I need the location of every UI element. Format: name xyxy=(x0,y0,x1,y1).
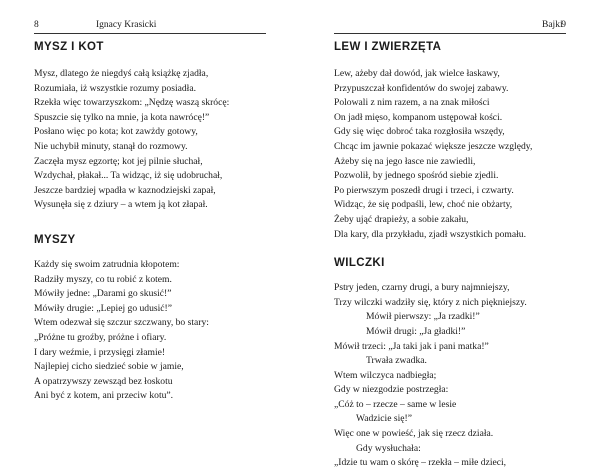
poem-line: Gdy wysłuchała: xyxy=(356,442,421,454)
poem-line: „Idzie tu wam o skórę – rzekła – miłe dzieci, xyxy=(334,457,507,469)
poem-line: Nie uchybił minuty, stanął do rozmowy. xyxy=(34,140,188,152)
poem-line: Posłano więc po kota; kot zawżdy gotowy, xyxy=(34,126,198,138)
poem-line: „Próżne tu groźby, próżne i ofiary. xyxy=(34,331,167,343)
poem-lew-i-zwierzeta xyxy=(334,40,580,242)
poem-line: Wadzicie się!” xyxy=(356,413,412,425)
poem-line: On jadł mięso, kompanom ustępował kości. xyxy=(334,111,503,123)
poem-lines xyxy=(334,67,580,242)
poem-line: Mówił drugi: „Ja gładki!” xyxy=(366,325,466,337)
poem-line: Trwała zwadka. xyxy=(366,355,427,367)
poem-line: Chcąc im jawnie pokazać większe jeszcze względy, xyxy=(334,140,533,152)
poem-line: Więc one w powieść, jak się rzecz działa. xyxy=(334,428,494,440)
poem-line: Wzdychał, płakał... Ta widząc, iż się udobruchał, xyxy=(34,170,223,182)
poem-lines xyxy=(34,67,280,213)
running-head-author: Ignacy Krasicki xyxy=(96,20,157,30)
poem-mysz-i-kot xyxy=(34,40,280,213)
poem-line: Po pierwszym poszedł drugi i trzeci, i czwarty. xyxy=(334,184,514,196)
right-page-header xyxy=(334,19,566,31)
header-rule xyxy=(34,33,266,34)
poem-line: Wtem odezwał się szczur szczwany, bo stary: xyxy=(34,317,209,329)
poem-line: I dary weźmie, i przysięgi złamie! xyxy=(34,346,166,358)
poem-line: Lew, ażeby dał dowód, jak wielce łaskawy, xyxy=(334,68,500,79)
poem-line: Ani być z kotem, ani przeciw kotu”. xyxy=(34,390,174,402)
poem-title: MYSZY xyxy=(34,233,76,246)
poem-line: Gdy w niezgodzie postrzegła: xyxy=(334,384,449,396)
poem-line: Żeby ująć drapieży, a sobie zakału, xyxy=(334,213,469,225)
poem-line: Ażeby się na jego łasce nie zawiedli, xyxy=(334,155,476,167)
poem-line: Dla kary, dla przykładu, zjadł wszystkich pomału. xyxy=(334,228,526,240)
poem-line: Rzekła więc towarzyszkom: „Nędzę waszą skrócę: xyxy=(34,97,230,109)
poem-line: Rozumiała, iż wszystkie rozumy posiadła. xyxy=(34,82,196,94)
poem-line: Mówiły drugie: „Lepiej go udusić!” xyxy=(34,302,173,314)
poem-line: Mysz, dlatego że niegdyś całą książkę zjadła, xyxy=(34,68,209,79)
poem-line: Trzy wilczki wadziły się, który z nich piękniejszy. xyxy=(334,296,527,308)
left-page-body xyxy=(34,40,280,404)
page-number: 8 xyxy=(34,20,39,30)
poem-line: Polowali z nim razem, a na znak miłości xyxy=(334,97,490,109)
poem-lines xyxy=(334,281,580,471)
poem-line: Zaczęła mysz egzortę; kot jej pilnie słuchał, xyxy=(34,155,203,167)
left-page xyxy=(0,0,300,426)
poem-lines xyxy=(34,258,280,404)
poem-line: Mówił trzeci: „Ja taki jak i pani matka!” xyxy=(334,340,489,352)
header-rule xyxy=(334,33,566,34)
poem-line: Mówiły jedne: „Darami go skusić!” xyxy=(34,288,172,300)
running-head-title: Bajki xyxy=(542,20,563,30)
poem-line: „Cóż to – rzecze – same w lesie xyxy=(334,398,457,410)
poem-title: LEW I ZWIERZĘTA xyxy=(334,41,442,53)
poem-line: A opatrzywszy zewsząd bez łoskotu xyxy=(34,375,173,387)
left-page-header xyxy=(34,19,266,31)
poem-line: Pozwolił, by jednego spośród siebie zjedli. xyxy=(334,170,499,182)
poem-line: Wtem wilczyca nadbiegła; xyxy=(334,369,437,381)
poem-line: Wysunęła się z dziury – a wtem ją kot złapał. xyxy=(34,199,208,211)
right-page xyxy=(300,0,600,469)
poem-line: Widząc, że się podpaśli, lew, choć nie obżarty, xyxy=(334,199,513,211)
poem-line: Przypuszczał konfidentów do swojej zabawy. xyxy=(334,82,509,94)
poem-wilczki xyxy=(334,256,580,471)
poem-myszy xyxy=(34,233,280,404)
poem-title: WILCZKI xyxy=(334,257,385,270)
poem-line: Gdy się więc dobroć taka rozgłosiła wszędy, xyxy=(334,126,505,138)
poem-line: Najlepiej cicho siedzieć sobie w jamie, xyxy=(34,361,184,373)
page-number: 9 xyxy=(561,20,566,30)
poem-line: Jeszcze bardziej wpadła w kaznodziejski zapał, xyxy=(34,184,216,196)
poem-line: Mówił pierwszy: „Ja rzadki!” xyxy=(366,311,480,323)
poem-line: Każdy się swoim zatrudnia kłopotem: xyxy=(34,258,180,270)
poem-line: Pstry jeden, czarny drugi, a bury najmniejszy, xyxy=(334,282,510,294)
poem-line: Spuszcie się tylko na mnie, ja kota nawrócę!” xyxy=(34,111,210,123)
right-page-body xyxy=(334,40,580,471)
poem-title: MYSZ I KOT xyxy=(34,41,104,53)
poem-line: Radziły myszy, co tu robić z kotem. xyxy=(34,273,172,285)
